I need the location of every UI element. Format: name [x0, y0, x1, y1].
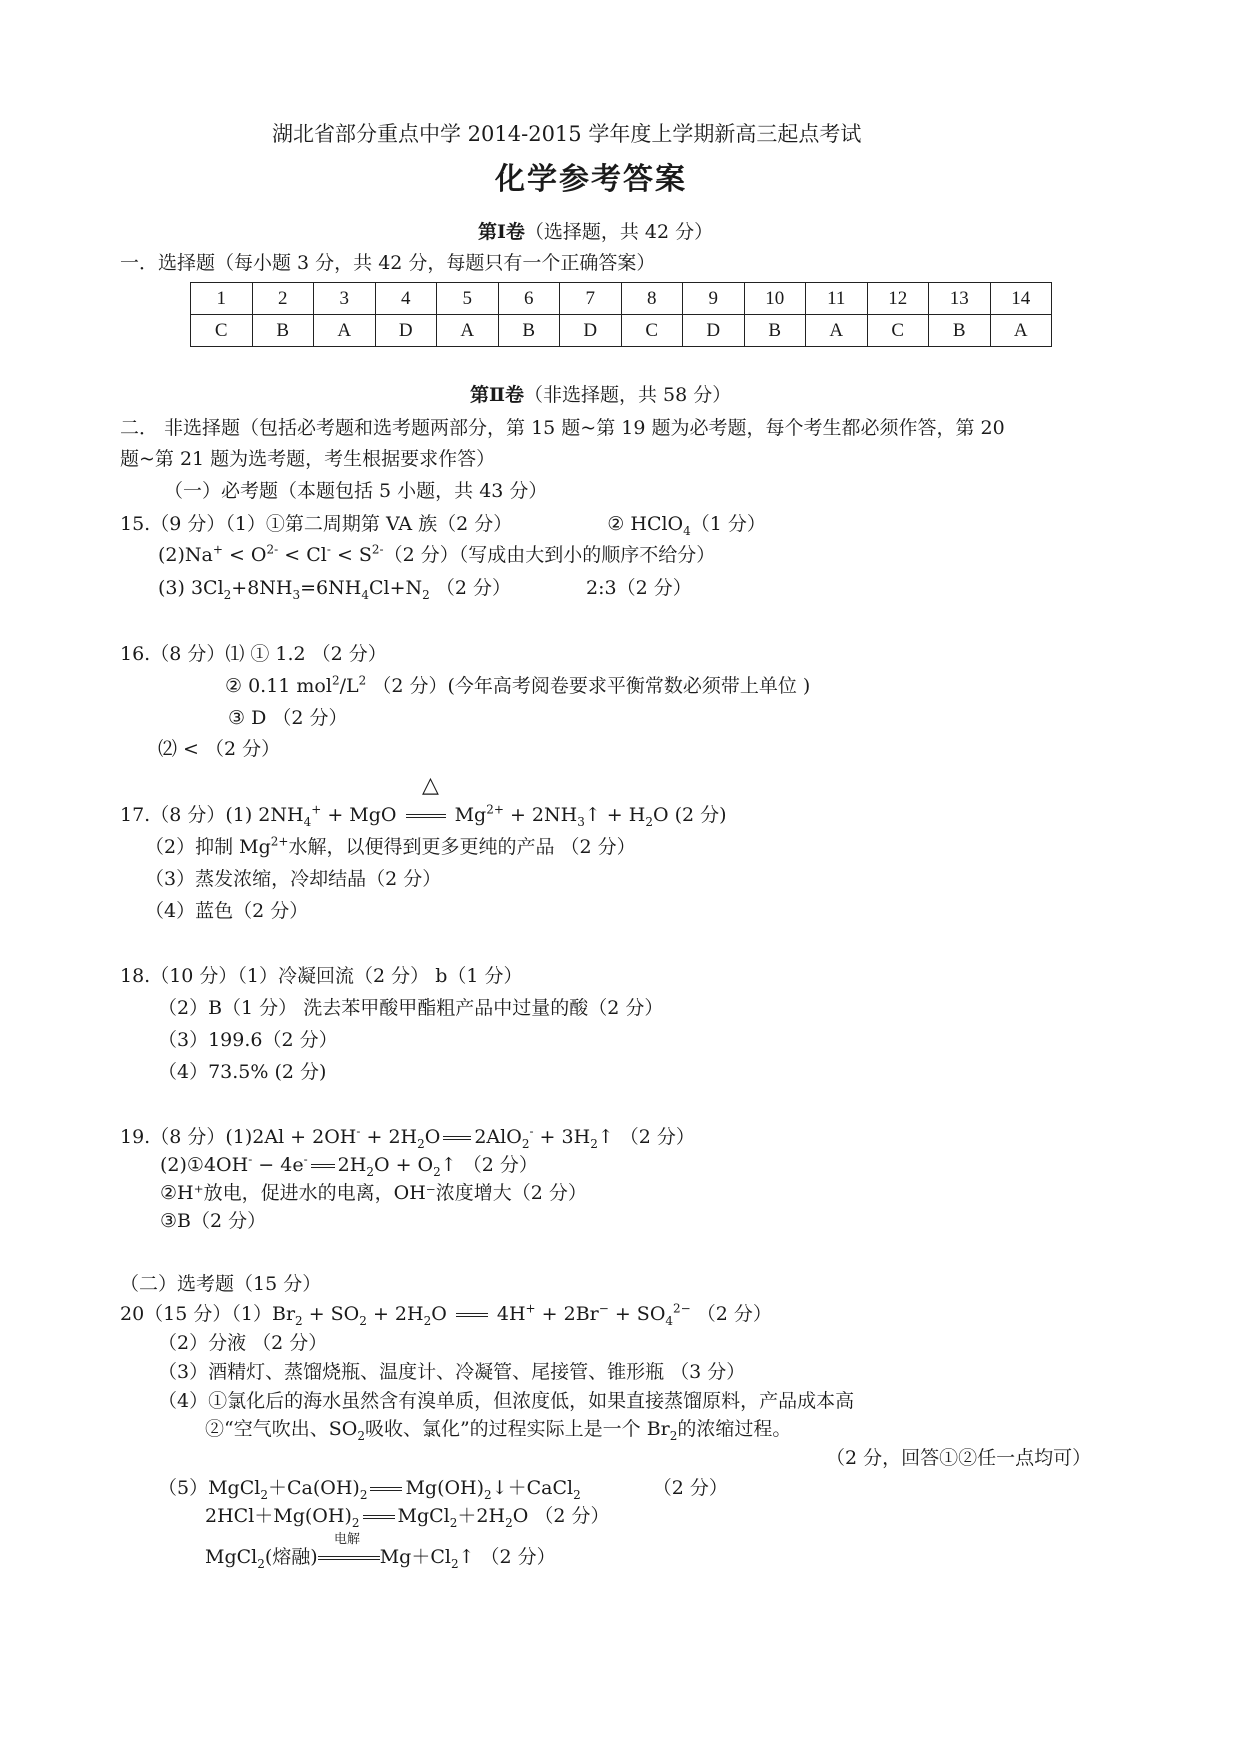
answer-cell: B [929, 315, 991, 347]
q16-line3: ③ D （2 分） [228, 707, 348, 729]
q15-line2: $(2)Na^+ < O^{2-} < Cl^- < S^{2-}(2$ 分）（写成由大到小的顺序不给分） [158, 542, 716, 566]
q17-line2: （2）抑制 $Mg^{2+}$水解，以便得到更多更纯的产品 （2 分） [145, 834, 636, 858]
elective-heading: （二）选考题（15 分） [120, 1273, 322, 1295]
section-1-title: 一．选择题（每小题 3 分，共 42 分，每题只有一个正确答案） [120, 252, 656, 274]
question-number-cell: 10 [744, 283, 806, 315]
part1-heading: 第Ⅰ卷（选择题，共 42 分） [478, 221, 714, 243]
q15-line3: (3) $3Cl_2+8NH_3=6NH_4Cl+N_2$ （2 分） 2:3（2 分） [158, 577, 692, 602]
answer-cell: C [621, 315, 683, 347]
answer-cell: B [498, 315, 560, 347]
answer-cell: B [252, 315, 314, 347]
part2-heading: 第Ⅱ卷（非选择题，共 58 分） [470, 384, 732, 406]
answer-cell: D [375, 315, 437, 347]
q19-line3: ②H⁺放电，促进水的电离，OH⁻浓度增大（2 分） [160, 1182, 587, 1204]
q18-line1: 18.（10 分）（1）冷凝回流（2 分） b（1 分） [120, 965, 523, 987]
exam-subtitle: 湖北省部分重点中学 2014-2015 学年度上学期新高三起点考试 [272, 122, 862, 146]
answer-cell: A [314, 315, 376, 347]
q20-line6: （2 分，回答①②任一点均可） [826, 1447, 1092, 1469]
q20-line2: （2）分液 （2 分） [158, 1332, 328, 1354]
electrolysis-label: 电解 [334, 1532, 361, 1547]
question-number-cell: 14 [990, 283, 1052, 315]
question-number-cell: 9 [683, 283, 745, 315]
q19-line1: 19.（8 分）$(1)2Al + 2OH^- + 2H_2O$ $2AlO_2^- + 3H_2↑$ （2 分） [120, 1124, 695, 1151]
answer-cell: A [806, 315, 868, 347]
answer-cell: D [683, 315, 745, 347]
question-number-cell: 7 [560, 283, 622, 315]
part2-intro-line2: 题~第 21 题为选考题，考生根据要求作答） [120, 448, 496, 470]
question-number-cell: 3 [314, 283, 376, 315]
answer-cell: D [560, 315, 622, 347]
required-heading: （一）必考题（本题包括 5 小题，共 43 分） [164, 480, 548, 502]
q15-line1: 15.（9 分）（1）①第二周期第 VA 族（2 分） ② HClO$_4$（1 分） [120, 513, 766, 538]
question-number-cell: 1 [191, 283, 253, 315]
q20-line7: $(5)MgCl_2+Ca(OH)_2$ $Mg(OH)_2↓+CaCl_2$ （2 分） [158, 1477, 728, 1502]
q16-line4: ⑵ < （2 分） [158, 738, 281, 760]
answer-cell: A [990, 315, 1052, 347]
q18-line3: （3）199.6（2 分） [158, 1029, 338, 1051]
question-number-cell: 5 [437, 283, 499, 315]
q17-line3: （3）蒸发浓缩，冷却结晶（2 分） [145, 868, 442, 890]
q17-line4: （4）蓝色（2 分） [145, 900, 309, 922]
q20-line3: （3）酒精灯、蒸馏烧瓶、温度计、冷凝管、尾接管、锥形瓶 （3 分） [158, 1361, 746, 1383]
q20-line8: $2HCl+Mg(OH)_2$ $MgCl_2+2H_2O$ （2 分） [205, 1505, 610, 1530]
question-number-cell: 4 [375, 283, 437, 315]
question-number-cell: 8 [621, 283, 683, 315]
answer-table-answer-row [191, 315, 1052, 347]
q18-line4: （4）73.5% (2 分) [158, 1061, 327, 1083]
answer-cell: C [867, 315, 929, 347]
q19-line4: ③B（2 分） [160, 1210, 267, 1232]
answer-table [190, 282, 1052, 347]
question-number-cell: 11 [806, 283, 868, 315]
question-number-cell: 12 [867, 283, 929, 315]
question-number-cell: 2 [252, 283, 314, 315]
part2-intro-line1: 二． 非选择题（包括必考题和选考题两部分，第 15 题~第 19 题为必考题，每个考生都必须作答，第 20 [120, 417, 1005, 439]
answer-cell: B [744, 315, 806, 347]
q20-line9: MgCl$_2$(熔融) $Mg+Cl_2↑$ （2 分） [205, 1546, 556, 1571]
heat-triangle-symbol: △ [422, 773, 439, 798]
answer-cell: C [191, 315, 253, 347]
answer-table-number-row [191, 283, 1052, 315]
q16-line2: ② 0.11 $mol^2/L^2$ （2 分）(今年高考阅卷要求平衡常数必须带上单位 ) [225, 673, 811, 697]
q18-line2: （2）B（1 分） 洗去苯甲酸甲酯粗产品中过量的酸（2 分） [158, 997, 664, 1019]
q20-line1: 20（15 分）$(1)Br_2 + SO_2 + 2H_2O$ $4H^+ + 2Br^- + SO_4^{2-}$ （2 分） [120, 1301, 772, 1328]
q19-line2: (2)①4OH- − 4e- $2H_2O$ + $O_2↑$ （2 分） [160, 1152, 538, 1179]
q17-line1: 17.（8 分）(1) $2NH_4^+$ + MgO $Mg^{2+}$ + $2NH_3↑ + H_2O$ (2 分) [120, 802, 727, 829]
q20-line4: （4）①氯化后的海水虽然含有溴单质，但浓度低，如果直接蒸馏原料，产品成本高 [158, 1390, 855, 1412]
q16-line1: 16.（8 分）⑴ ① 1.2 （2 分） [120, 643, 387, 665]
q20-line5: ②“空气吹出、$SO_2$吸收、氯化”的过程实际上是一个 $Br_2$的浓缩过程。 [205, 1418, 792, 1443]
page-title: 化学参考答案 [495, 162, 687, 197]
question-number-cell: 6 [498, 283, 560, 315]
answer-cell: A [437, 315, 499, 347]
question-number-cell: 13 [929, 283, 991, 315]
